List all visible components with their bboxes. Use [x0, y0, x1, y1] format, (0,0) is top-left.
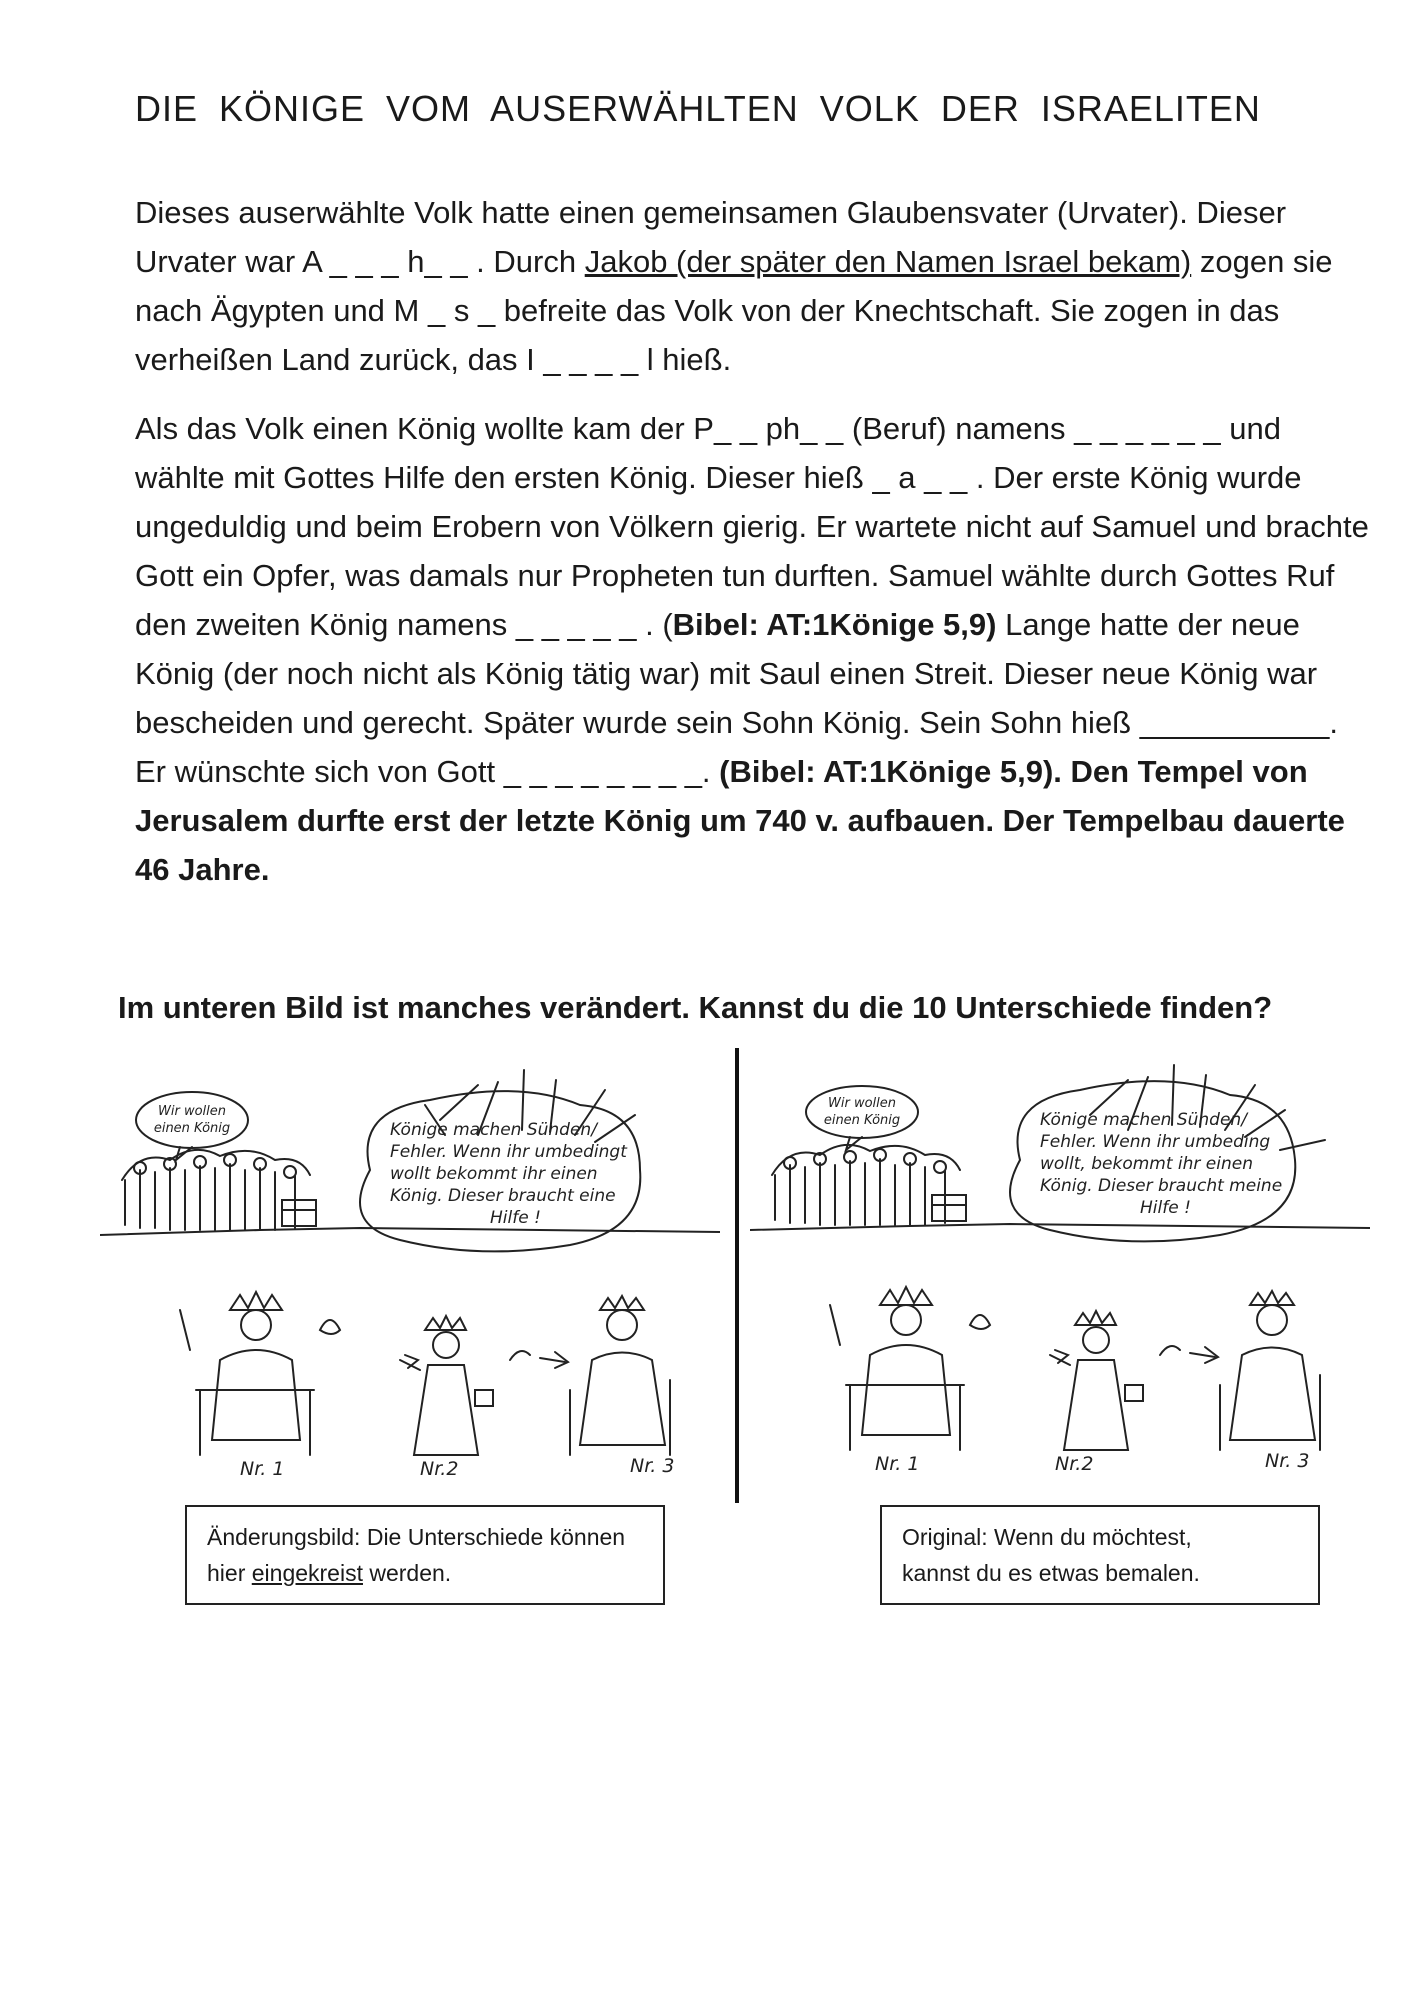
task-heading: Im unteren Bild ist manches verändert. Kannst du die 10 Unterschiede finden? — [118, 990, 1273, 1025]
instruction-box-original — [880, 1505, 1320, 1605]
cartoon-original — [750, 1060, 1370, 1480]
crowd-bubble-line: einen König — [153, 1121, 231, 1136]
crowd-bubble-line: Wir wollen — [828, 1096, 896, 1111]
box-line: Original: Wenn du möchtest, — [902, 1524, 1192, 1550]
king-label-3: Nr. 3 — [630, 1455, 675, 1477]
crowd-bubble-line: Wir wollen — [158, 1104, 226, 1119]
bold-tempel-text: (Bibel: AT:1Könige 5,9). Den Tempel von Jerusalem durfte erst der letzte König um 740 v. aufbauen. Der Tempelbau dauerte 46 Jahre. — [135, 754, 1345, 887]
cartoon-changed — [100, 1060, 720, 1480]
king-label-1: Nr. 1 — [875, 1453, 920, 1475]
paragraph-text: Als das Volk einen König wollte kam der P_ _ ph_ _ (Beruf) namens _ _ _ _ _ _ und wählte mit Gottes Hilfe den ersten König. Dieser hieß _ a _ _ . Der erste König wurde ungeduldig und beim Erobern von Völkern gierig. Er wartete nicht auf Samuel und brachte Gott ein Opfer, was damals nur Propheten tun durften. Samuel wählte durch Gottes Ruf den zweiten König namens _ _ _ _ _ . ( — [135, 411, 1369, 642]
king-label-3: Nr. 3 — [1265, 1450, 1310, 1472]
paragraph-text: Dieses auserwählte Volk hatte einen gemeinsamen Glaubensvater (Urvater). Dieser Urvater war A _ _ _ h_ _ . Durch — [135, 195, 1287, 279]
speech-line: Fehler. Wenn ihr umbeding — [1040, 1132, 1271, 1152]
paragraph-koenige — [135, 404, 1375, 894]
king-label-2: Nr.2 — [1055, 1453, 1094, 1475]
king-label-2: Nr.2 — [420, 1458, 459, 1480]
divider-line — [735, 1048, 739, 1503]
speech-line: Hilfe ! — [1140, 1198, 1191, 1218]
box-text: werden. — [362, 1560, 452, 1586]
underlined-jakob: Jakob (der später den Namen Israel bekam) — [584, 244, 1192, 279]
speech-line: König. Dieser braucht meine — [1040, 1176, 1283, 1196]
page-title: DIE KÖNIGE VOM AUSERWÄHLTEN VOLK DER ISRAELITEN — [135, 88, 1261, 129]
speech-line: Hilfe ! — [490, 1208, 541, 1228]
bible-reference: Bibel: AT:1Könige 5,9) — [672, 607, 997, 642]
speech-line: wollt, bekommt ihr einen — [1040, 1154, 1253, 1174]
box-text: hier — [207, 1560, 252, 1586]
paragraph-text: Lange hatte der neue König (der noch nicht als König tätig war) mit Saul einen Streit. Dieser neue König war bescheiden und gerecht. Später wurde sein Sohn König. Sein Sohn hieß ___________. Er wünschte sich von Gott _ _ _ _ _ _ _ _. — [135, 607, 1338, 789]
crowd-bubble-line: einen König — [823, 1113, 901, 1128]
box-line: kannst du es etwas bemalen. — [902, 1560, 1200, 1586]
paragraph-urvater — [135, 188, 1375, 384]
instruction-box-changed — [185, 1505, 665, 1605]
underlined-eingekreist: eingekreist — [251, 1560, 363, 1586]
speech-line: wollt bekommt ihr einen — [390, 1164, 598, 1184]
speech-line: Könige machen Sünden/ — [1040, 1110, 1247, 1130]
paragraph-text: zogen sie nach Ägypten und M _ s _ befreite das Volk von der Knechtschaft. Sie zogen in das verheißen Land zurück, das I _ _ _ _ l hieß. — [135, 244, 1333, 377]
king-label-1: Nr. 1 — [240, 1458, 285, 1480]
speech-line: Könige machen Sünden/ — [390, 1120, 597, 1140]
box-line: Änderungsbild: Die Unterschiede können — [207, 1524, 626, 1550]
speech-line: Fehler. Wenn ihr umbedingt — [390, 1142, 627, 1162]
box-line — [207, 1555, 643, 1591]
speech-line: König. Dieser braucht eine — [390, 1186, 616, 1206]
